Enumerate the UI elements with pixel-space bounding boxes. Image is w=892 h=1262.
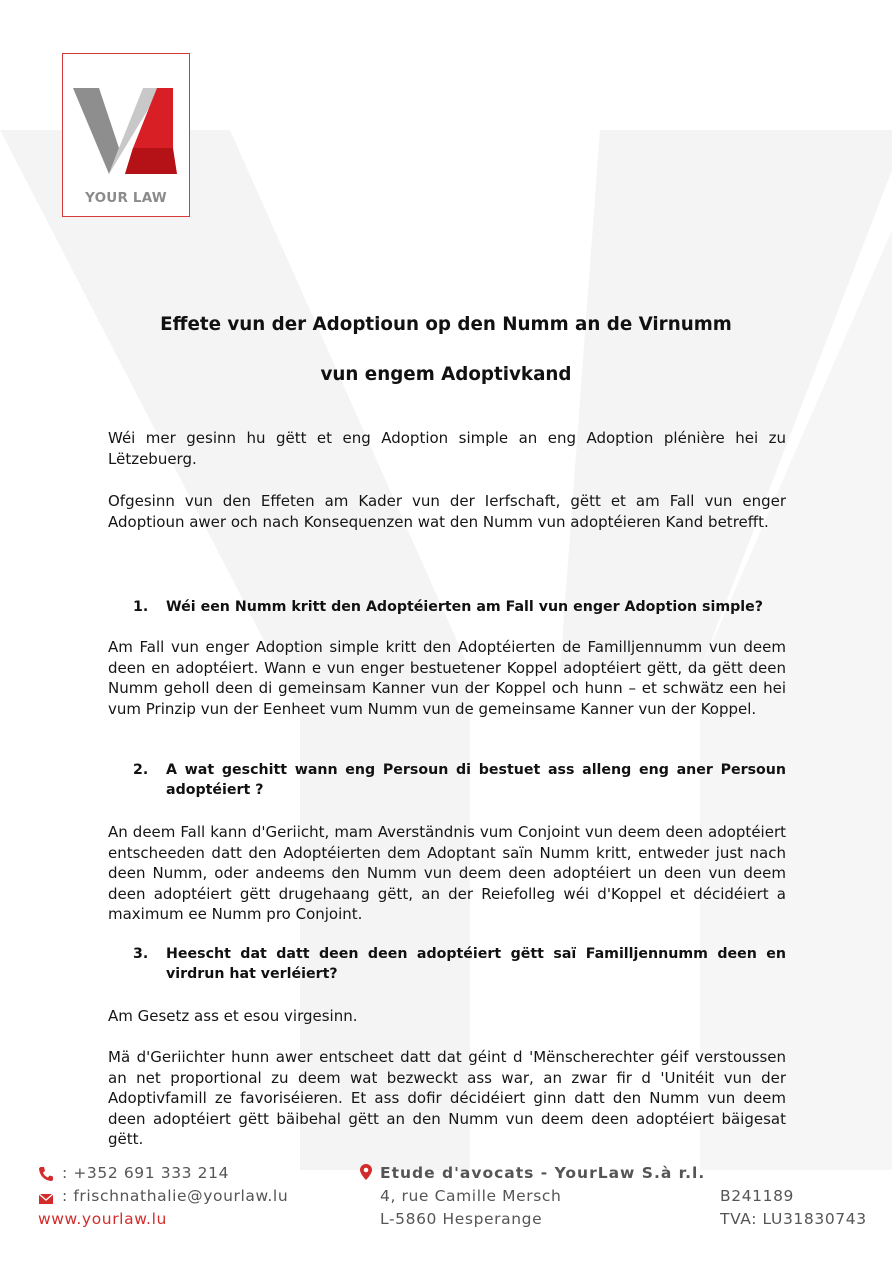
location-pin-icon	[360, 1164, 372, 1180]
footer-website-link[interactable]: www.yourlaw.lu	[38, 1210, 167, 1228]
closing-paragraph: Mä d'Geriichter hunn awer entscheet datt dat géint d 'Mënscherechter géif verstoussen an net proportional zu deem wat bezweckt ass war, an zwar fir d 'Unitéit vun der Adoptivfamill ze favoriséieren. Et ass dofir décidéiert ginn datt den Numm vun deem deen adoptéiert gëtt bäibehal gëtt an den Numm vun deem deen adoptéiert bäigesat gëtt.	[108, 1048, 786, 1148]
phone-icon	[38, 1166, 54, 1182]
yourlaw-logo	[62, 53, 190, 217]
footer-street: 4, rue Camille Mersch	[380, 1187, 562, 1205]
section-2-question-text: A wat geschitt wann eng Persoun di bestuet ass alleng eng aner Persoun adoptéiert ?	[166, 762, 786, 798]
mail-icon	[38, 1192, 54, 1206]
footer-phone: : +352 691 333 214	[62, 1164, 230, 1182]
section-2-question	[133, 760, 786, 800]
section-1-number: 1.	[133, 599, 149, 615]
section-2-answer: An deem Fall kann d'Geriicht, mam Averständnis vum Conjoint vun deem deen adoptéiert entscheeden datt den Adoptéierten dem Adoptant saïn Numm kritt, entweder just nach deen Numm, oder andeems den Numm vun deem deen adoptéiert un deen vun deem deen adoptéiert gëtt drugehaang gëtt, an der Reiefolleg wéi d'Koppel et décidéiert a maximum ee Numm pro Conjoint.	[108, 823, 786, 923]
page-title-line1: Effete vun der Adoptioun op den Numm an de Virnumm	[160, 314, 732, 335]
footer-firm-name: Etude d'avocats - YourLaw S.à r.l.	[380, 1164, 706, 1182]
section-3-question	[133, 944, 786, 984]
intro-paragraph-1: Wéi mer gesinn hu gëtt et eng Adoption simple an eng Adoption plénière hei zu Lëtzebuerg.	[108, 429, 786, 468]
section-3-answer: Am Gesetz ass et esou virgesinn.	[108, 1007, 358, 1025]
section-1-question-text: Wéi een Numm kritt den Adoptéierten am Fall vun enger Adoption simple?	[166, 599, 763, 615]
footer-rcs: B241189	[720, 1187, 795, 1205]
page-footer	[0, 1160, 892, 1230]
footer-email[interactable]: : frischnathalie@yourlaw.lu	[62, 1187, 289, 1205]
section-3-question-text: Heescht dat datt deen deen adoptéiert gëtt saï Familljennumm deen en virdrun hat verléiert?	[166, 946, 786, 982]
section-2-number: 2.	[133, 762, 149, 778]
logo-wordmark: YOUR LAW	[85, 190, 167, 206]
section-3-number: 3.	[133, 946, 149, 962]
section-1-question	[133, 597, 786, 617]
page-title-line2: vun engem Adoptivkand	[320, 364, 572, 385]
section-1-answer: Am Fall vun enger Adoption simple kritt den Adoptéierten de Familljennumm vun deem deen en adoptéiert. Wann e vun enger bestuetener Koppel adoptéiert gëtt, da gëtt deen Numm geholl deen di gemeinsam Kanner vun der Koppel och hunn – et schwätz een hei vum Prinzip vun der Eenheet vum Numm vun de gemeinsame Kanner vun der Koppel.	[108, 638, 786, 718]
intro-paragraph-2: Ofgesinn vun den Effeten am Kader vun der Ierfschaft, gëtt et am Fall vun enger Adoptioun awer och nach Konsequenzen wat den Numm vun adoptéieren Kand betrefft.	[108, 492, 786, 531]
yl-monogram-icon	[73, 82, 181, 182]
footer-city: L-5860 Hesperange	[380, 1210, 543, 1228]
footer-tva: TVA: LU31830743	[720, 1210, 867, 1228]
